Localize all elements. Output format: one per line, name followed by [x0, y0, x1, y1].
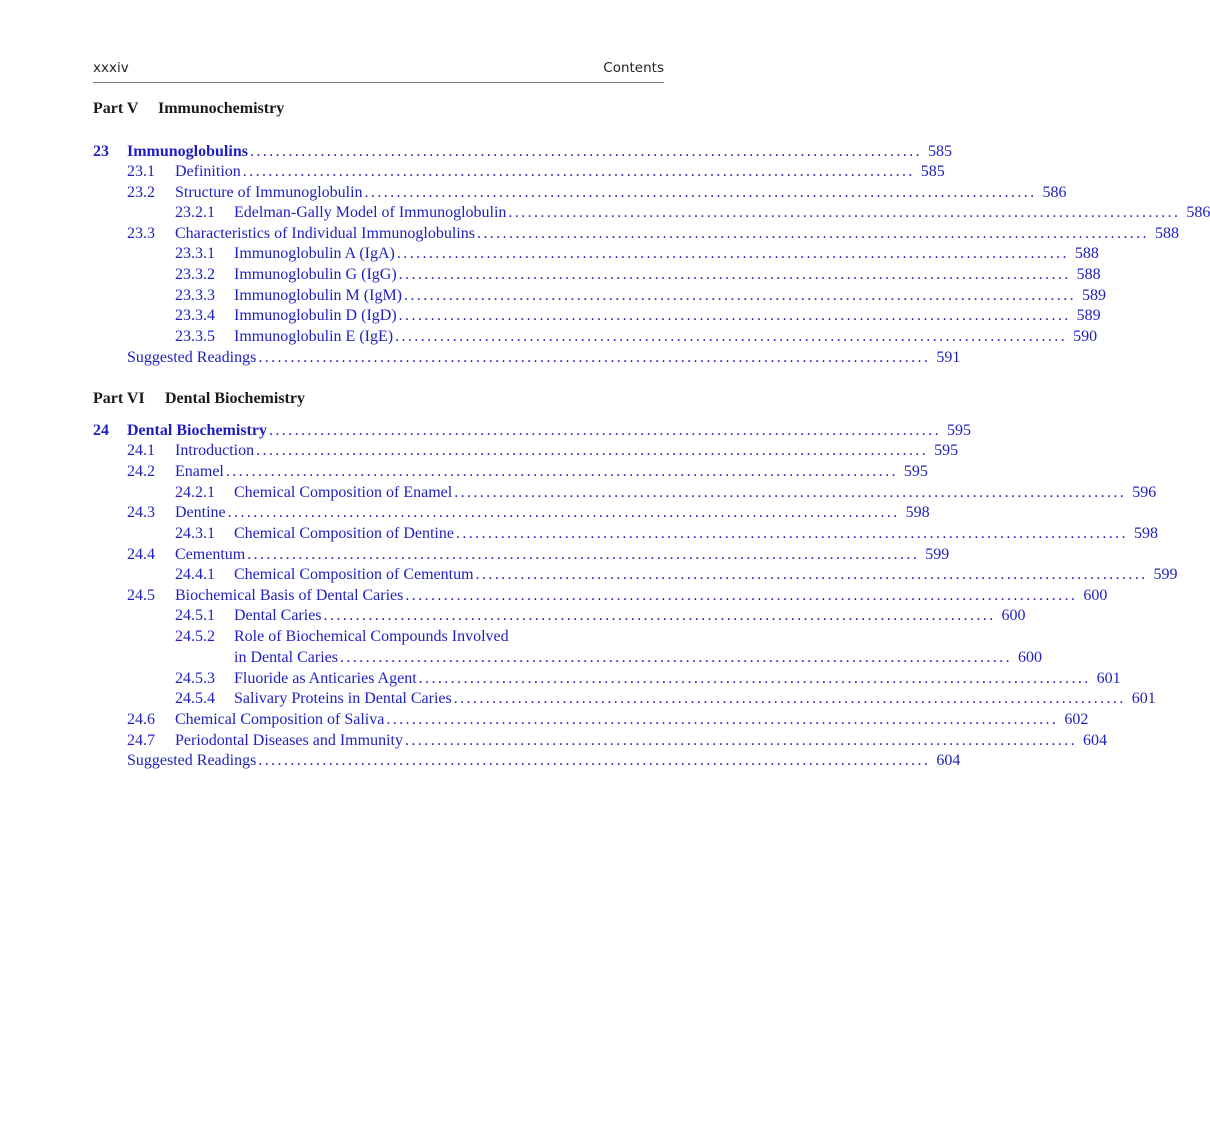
toc-entry-title: Immunoglobulin D (IgD)	[234, 307, 397, 324]
toc-entry-page: 590	[1073, 328, 1098, 345]
toc-entry[interactable]	[0, 203, 1210, 223]
dot-leader: .........................................................................................................	[339, 649, 1012, 666]
toc-entry-page: 595	[934, 442, 959, 459]
toc-entry-suggested-readings[interactable]	[0, 348, 961, 368]
toc-entry-title-continuation: in Dental Caries	[234, 649, 338, 666]
header-rule	[93, 82, 664, 83]
toc-entry-page: 600	[1001, 607, 1026, 624]
toc-entry-page: 602	[1064, 711, 1089, 728]
dot-leader: .........................................................................................................	[455, 525, 1128, 542]
toc-entry[interactable]	[0, 265, 1101, 285]
dot-leader: .........................................................................................................	[256, 442, 929, 459]
toc-entry-number: 23.3.4	[175, 307, 215, 324]
toc-entry-title: Chemical Composition of Saliva	[175, 711, 385, 728]
toc-entry-number: 23.3.1	[175, 245, 215, 262]
toc-entry-page: 589	[1076, 307, 1101, 324]
toc-entry-number: 24.7	[127, 732, 155, 749]
toc-entry[interactable]	[0, 286, 1106, 306]
dot-leader: .........................................................................................................	[404, 732, 1077, 749]
toc-entry-page: 589	[1082, 287, 1106, 304]
toc-entry[interactable]	[0, 306, 1101, 326]
dot-leader: .........................................................................................................	[386, 711, 1059, 728]
toc-entry-page: 585	[927, 143, 952, 160]
toc-entry-title: Fluoride as Anticaries Agent	[234, 670, 417, 687]
dot-leader: .........................................................................................................	[396, 245, 1069, 262]
dot-leader: .........................................................................................................	[242, 163, 915, 180]
toc-entry-suggested-readings[interactable]	[0, 751, 961, 771]
dot-leader: .........................................................................................................	[227, 504, 900, 521]
toc-entry-page: 599	[1153, 566, 1178, 583]
toc-entry-title: Chemical Composition of Dentine	[234, 525, 454, 542]
running-head: Contents	[603, 60, 664, 76]
toc-entry-page: 586	[1186, 204, 1210, 221]
toc-entry-number: 23.1	[127, 163, 155, 180]
toc-entry-page: 585	[920, 163, 945, 180]
toc-entry-number: 23.3.2	[175, 266, 215, 283]
toc-entry-title: Role of Biochemical Compounds Involved	[234, 628, 509, 645]
dot-leader: .........................................................................................................	[405, 587, 1078, 604]
toc-entry-page: 596	[1132, 484, 1157, 501]
toc-entry-number: 23	[93, 143, 109, 160]
toc-entry-title: Salivary Proteins in Dental Caries	[234, 690, 452, 707]
toc-entry-number: 24.5.4	[175, 690, 215, 707]
dot-leader: .........................................................................................................	[453, 690, 1126, 707]
part-heading	[93, 100, 284, 118]
toc-entry-title: Characteristics of Individual Immunoglobulins	[175, 225, 475, 242]
part-title: Immunochemistry	[158, 100, 285, 117]
toc-entry-title: Definition	[175, 163, 241, 180]
dot-leader: .........................................................................................................	[364, 184, 1037, 201]
part-label: Part V	[93, 100, 139, 117]
part-label: Part VI	[93, 390, 145, 407]
dot-leader: .........................................................................................................	[454, 484, 1127, 501]
toc-entry-title: Enamel	[175, 463, 224, 480]
toc-entry-number: 24.4.1	[175, 566, 215, 583]
toc-entry[interactable]	[0, 224, 1179, 244]
toc-entry[interactable]	[0, 627, 756, 647]
toc-entry-page: 604	[936, 752, 961, 769]
toc-entry[interactable]	[0, 606, 1026, 626]
toc-entry[interactable]	[0, 710, 1089, 730]
toc-entry[interactable]	[0, 669, 1121, 689]
toc-entry-title: Edelman-Gally Model of Immunoglobulin	[234, 204, 507, 221]
toc-entry-title: Immunoglobulins	[127, 143, 248, 160]
toc-entry-title: Introduction	[175, 442, 255, 459]
page-number: xxxiv	[93, 60, 129, 76]
toc-entry[interactable]	[0, 162, 945, 182]
dot-leader: .........................................................................................................	[268, 422, 941, 439]
toc-entry[interactable]	[0, 545, 950, 565]
toc-entry-title: Dental Caries	[234, 607, 322, 624]
toc-entry-title: Chemical Composition of Cementum	[234, 566, 474, 583]
toc-entry-number: 24.5.2	[175, 628, 215, 645]
dot-leader: .........................................................................................................	[404, 287, 1076, 304]
toc-entry-title: Biochemical Basis of Dental Caries	[175, 587, 404, 604]
toc-entry-number: 23.2	[127, 184, 155, 201]
toc-entry-title: Suggested Readings	[127, 349, 257, 366]
toc-entry[interactable]	[0, 731, 1107, 751]
toc-entry[interactable]	[0, 586, 1108, 606]
toc-entry-number: 24.2.1	[175, 484, 215, 501]
toc-entry-title: Immunoglobulin G (IgG)	[234, 266, 397, 283]
toc-entry-title: Chemical Composition of Enamel	[234, 484, 453, 501]
dot-leader: .........................................................................................................	[508, 204, 1181, 221]
toc-entry-title: Suggested Readings	[127, 752, 257, 769]
toc-entry-number: 24.5.3	[175, 670, 215, 687]
toc-entry-number: 24.4	[127, 546, 155, 563]
toc-chapter-entry[interactable]	[0, 421, 971, 441]
toc-entry-page: 598	[905, 504, 930, 521]
toc-chapter-entry[interactable]	[0, 142, 952, 162]
toc-entry[interactable]	[0, 565, 1178, 585]
dot-leader: .........................................................................................................	[398, 266, 1071, 283]
part-heading	[93, 390, 305, 408]
page-header	[93, 58, 664, 84]
toc-entry[interactable]	[0, 524, 1158, 544]
dot-leader: .........................................................................................................	[249, 143, 922, 160]
toc-entry-number: 24	[93, 422, 109, 439]
dot-leader: .........................................................................................................	[258, 752, 931, 769]
toc-entry-page: 598	[1133, 525, 1158, 542]
dot-leader: .........................................................................................................	[398, 307, 1071, 324]
part-title: Dental Biochemistry	[165, 390, 305, 407]
toc-entry-page: 600	[1017, 649, 1042, 666]
toc-entry-continuation[interactable]	[0, 648, 1042, 668]
toc-entry-title: Cementum	[175, 546, 246, 563]
toc-entry-number: 23.3.5	[175, 328, 215, 345]
toc-entry-page: 591	[936, 349, 961, 366]
toc-entry[interactable]	[0, 244, 1099, 264]
dot-leader: .........................................................................................................	[475, 566, 1148, 583]
toc-entry-number: 24.3.1	[175, 525, 215, 542]
toc-entry-page: 601	[1096, 670, 1121, 687]
toc-entry[interactable]	[0, 483, 1157, 503]
toc-entry-title: Dentine	[175, 504, 226, 521]
toc-entry-title: Immunoglobulin M (IgM)	[234, 287, 402, 304]
toc-entry-title: Immunoglobulin E (IgE)	[234, 328, 394, 345]
toc-entry-page: 600	[1083, 587, 1108, 604]
toc-entry-number: 24.5.1	[175, 607, 215, 624]
toc-entry-page: 588	[1076, 266, 1101, 283]
toc-entry-title: Dental Biochemistry	[127, 422, 267, 439]
toc-entry-number: 24.2	[127, 463, 155, 480]
toc-entry-number: 24.5	[127, 587, 155, 604]
toc-entry-number: 23.3	[127, 225, 155, 242]
toc-entry-page: 588	[1074, 245, 1099, 262]
toc-entry[interactable]	[0, 503, 930, 523]
dot-leader: .........................................................................................................	[323, 607, 996, 624]
toc-entry[interactable]	[0, 689, 1156, 709]
toc-entry-number: 23.2.1	[175, 204, 215, 221]
toc-entry-title: Structure of Immunoglobulin	[175, 184, 363, 201]
toc-entry-number: 24.6	[127, 711, 155, 728]
dot-leader: .........................................................................................................	[258, 349, 931, 366]
dot-leader: .........................................................................................................	[247, 546, 920, 563]
toc-entry-number: 23.3.3	[175, 287, 215, 304]
toc-entry-title: Immunoglobulin A (IgA)	[234, 245, 395, 262]
toc-entry-page: 595	[946, 422, 971, 439]
toc-entry-page: 588	[1154, 225, 1179, 242]
toc-entry-page: 586	[1042, 184, 1067, 201]
dot-leader: .........................................................................................................	[418, 670, 1091, 687]
toc-entry-page: 604	[1082, 732, 1107, 749]
toc-entry[interactable]	[0, 441, 959, 461]
toc-entry-number: 24.1	[127, 442, 155, 459]
toc-entry-page: 595	[903, 463, 928, 480]
dot-leader: .........................................................................................................	[395, 328, 1068, 345]
toc-entry[interactable]	[0, 462, 928, 482]
toc-entry-page: 599	[925, 546, 950, 563]
dot-leader: .........................................................................................................	[225, 463, 898, 480]
toc-entry-page: 601	[1131, 690, 1156, 707]
dot-leader: .........................................................................................................	[476, 225, 1149, 242]
toc-entry[interactable]	[0, 183, 1067, 203]
toc-entry-number: 24.3	[127, 504, 155, 521]
toc-entry[interactable]	[0, 327, 1098, 347]
toc-entry-title: Periodontal Diseases and Immunity	[175, 732, 403, 749]
